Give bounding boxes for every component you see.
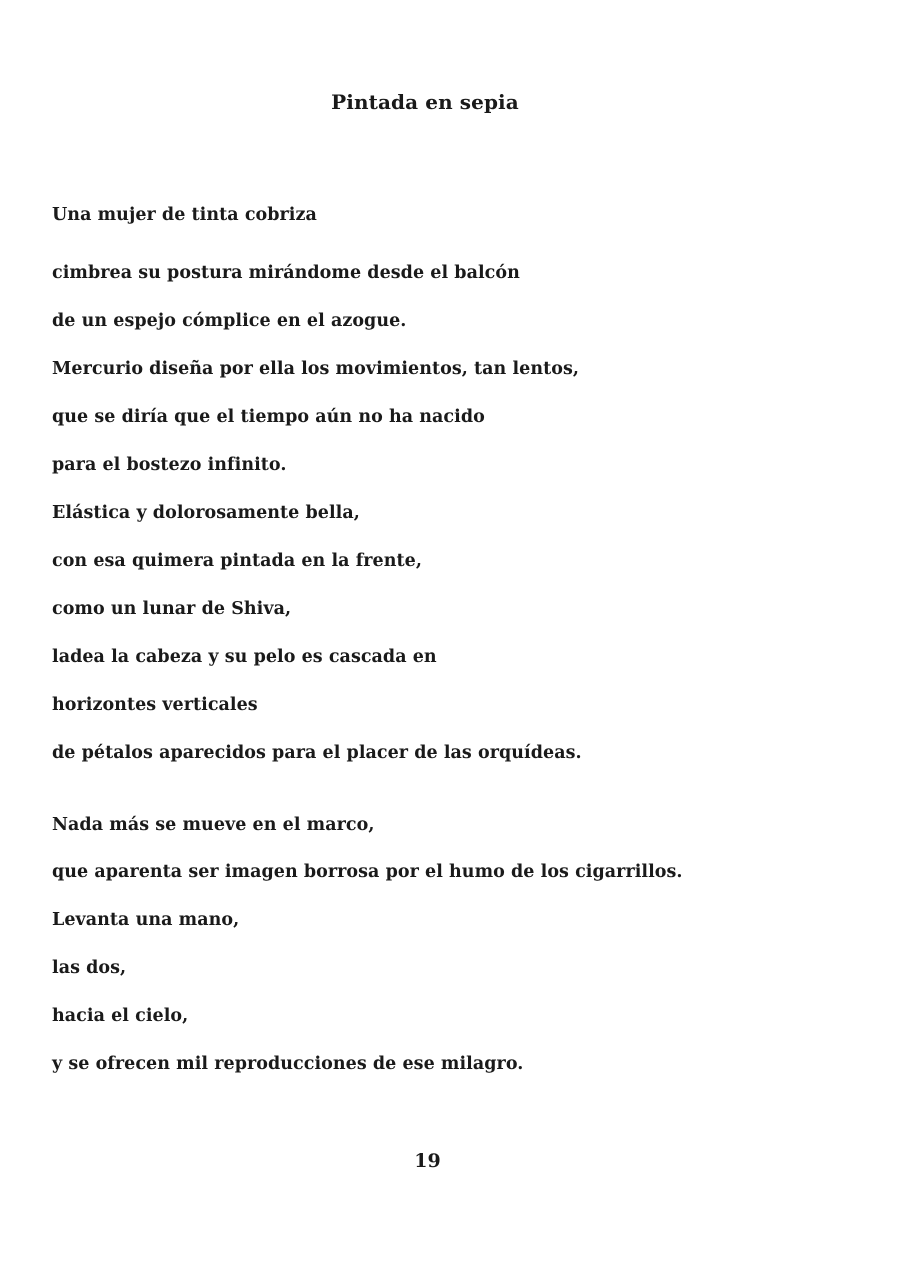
poem-line: de un espejo cómplice en el azogue. bbox=[52, 311, 407, 331]
poem-line: ladea la cabeza y su pelo es cascada en bbox=[52, 647, 437, 667]
poem-line: que se diría que el tiempo aún no ha nacido bbox=[52, 407, 485, 427]
poem-line: que aparenta ser imagen borrosa por el humo de los cigarrillos. bbox=[52, 862, 683, 882]
poem-line: las dos, bbox=[52, 958, 127, 978]
poem-line: cimbrea su postura mirándome desde el balcón bbox=[52, 263, 520, 283]
poem-title: Pintada en sepia bbox=[331, 90, 519, 114]
poem-line: y se ofrecen mil reproducciones de ese milagro. bbox=[52, 1054, 524, 1074]
poem-line: con esa quimera pintada en la frente, bbox=[52, 551, 422, 571]
poem-line: Levanta una mano, bbox=[52, 910, 240, 930]
page-number: 19 bbox=[414, 1150, 441, 1172]
poem-line: hacia el cielo, bbox=[52, 1006, 189, 1026]
poem-line: como un lunar de Shiva, bbox=[52, 599, 292, 619]
poem-line: Nada más se mueve en el marco, bbox=[52, 815, 375, 835]
poem-line: para el bostezo infinito. bbox=[52, 455, 287, 475]
poem-line: Elástica y dolorosamente bella, bbox=[52, 503, 360, 523]
poem-line: de pétalos aparecidos para el placer de las orquídeas. bbox=[52, 743, 582, 763]
poem-line: Una mujer de tinta cobriza bbox=[52, 205, 317, 225]
poem-line: Mercurio diseña por ella los movimientos, tan lentos, bbox=[52, 359, 580, 379]
poem-line: horizontes verticales bbox=[52, 695, 258, 715]
